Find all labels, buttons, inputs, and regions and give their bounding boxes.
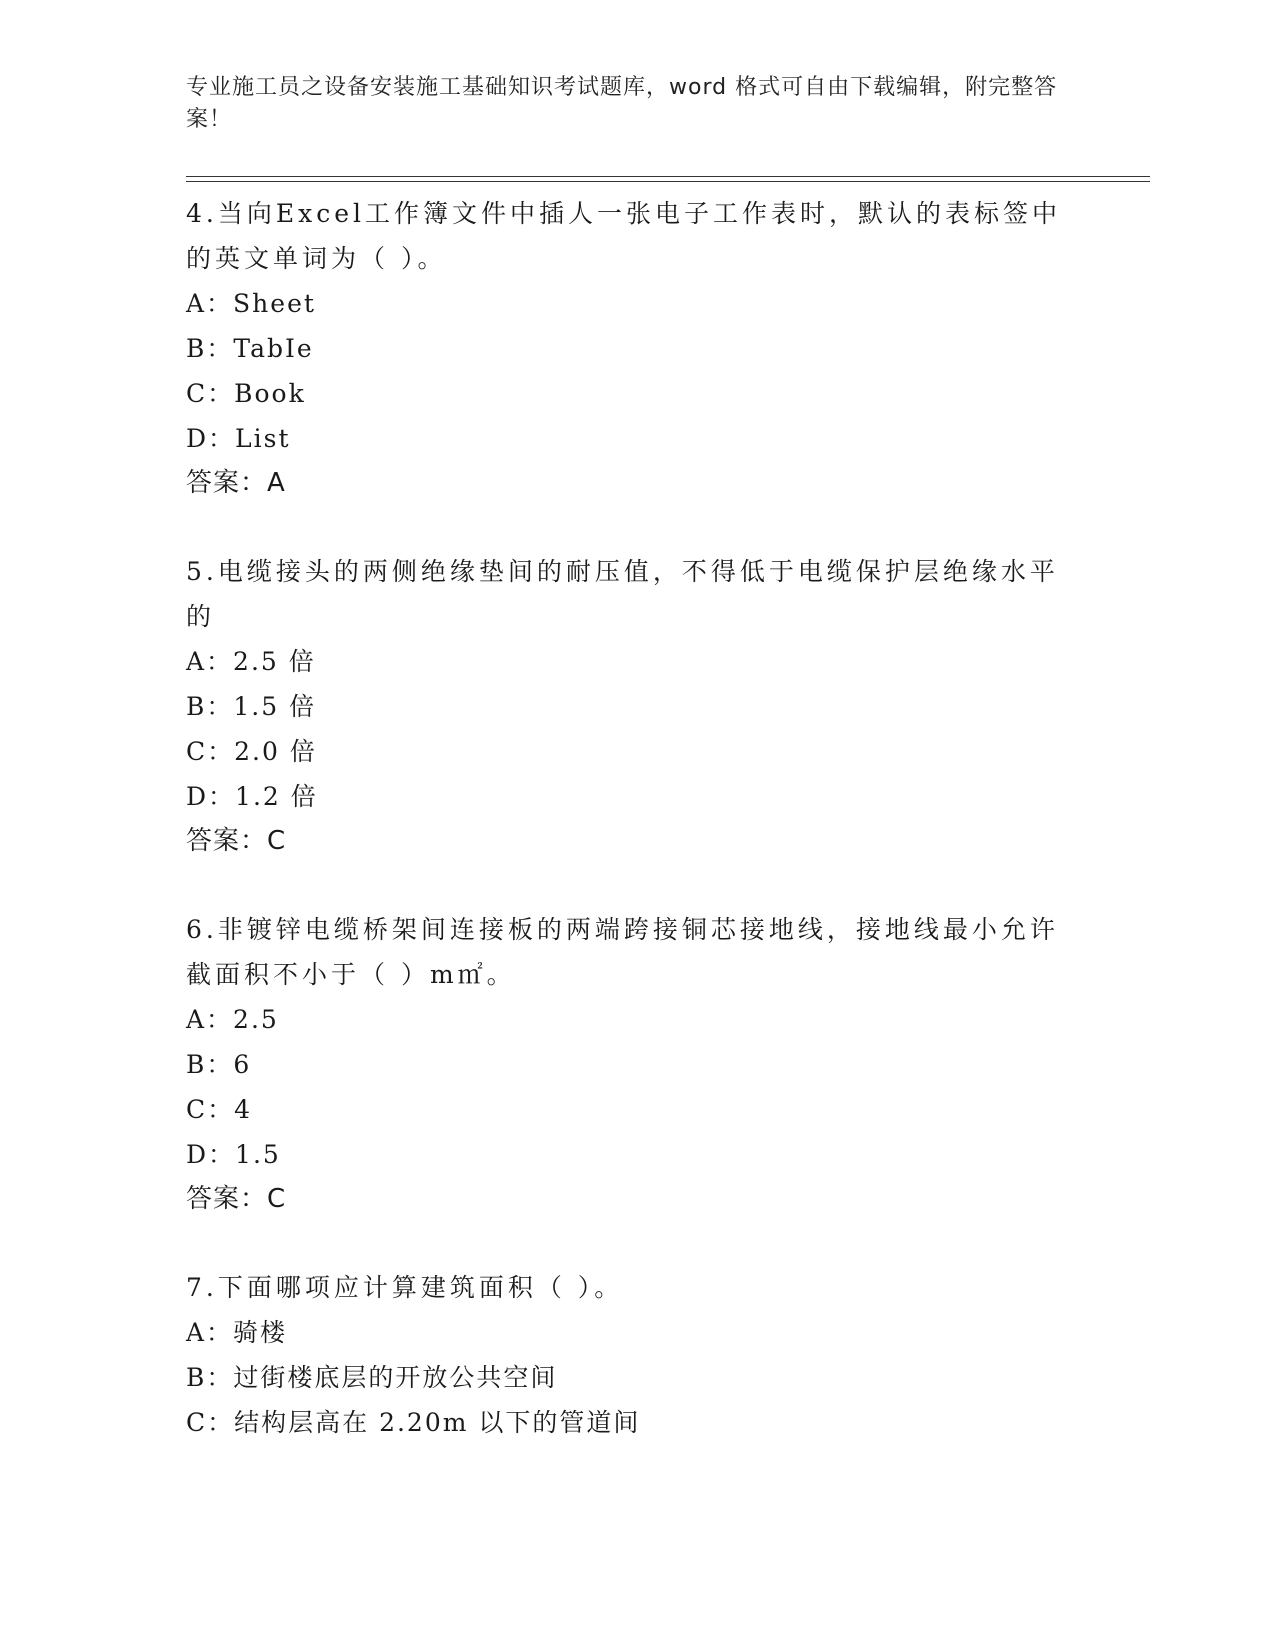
header-divider-bottom bbox=[186, 181, 1150, 182]
option-c: C：4 bbox=[186, 1095, 253, 1124]
option-a: A：Sheet bbox=[186, 289, 316, 318]
question-text: 4.当向Excel工作簿文件中插人一张电子工作表时，默认的表标签中的英文单词为（ ）。 bbox=[186, 199, 1061, 273]
header-divider-top bbox=[186, 176, 1150, 177]
question-text: 5.电缆接头的两侧绝缘垫间的耐压值，不得低于电缆保护层绝缘水平的 bbox=[186, 557, 1059, 631]
question-6 bbox=[186, 907, 1066, 1221]
question-5 bbox=[186, 549, 1066, 863]
document-header: 专业施工员之设备安装施工基础知识考试题库，word 格式可自由下载编辑，附完整答案！ bbox=[186, 75, 1058, 132]
option-b: B：1.5 倍 bbox=[186, 692, 317, 721]
question-list bbox=[186, 191, 1066, 1445]
option-d: D：1.5 bbox=[186, 1140, 281, 1169]
question-7 bbox=[186, 1265, 1066, 1445]
question-text: 6.非镀锌电缆桥架间连接板的两端跨接铜芯接地线，接地线最小允许截面积不小于（ ）m㎡。 bbox=[186, 915, 1059, 989]
option-c: C：结构层高在 2.20m 以下的管道间 bbox=[186, 1408, 641, 1437]
question-text: 7.下面哪项应计算建筑面积（ ）。 bbox=[186, 1273, 624, 1302]
option-c: C：2.0 倍 bbox=[186, 737, 317, 766]
option-d: D：List bbox=[186, 424, 291, 453]
option-a: A：2.5 倍 bbox=[186, 647, 316, 676]
answer-label: 答案：C bbox=[186, 1184, 287, 1214]
option-a: A：骑楼 bbox=[186, 1318, 288, 1347]
option-b: B：6 bbox=[186, 1050, 252, 1079]
option-c: C：Book bbox=[186, 379, 306, 408]
answer-label: 答案：A bbox=[186, 468, 286, 498]
option-d: D：1.2 倍 bbox=[186, 782, 318, 811]
question-4 bbox=[186, 191, 1066, 505]
option-a: A：2.5 bbox=[186, 1005, 279, 1034]
answer-label: 答案：C bbox=[186, 826, 287, 856]
option-b: B：TabIe bbox=[186, 334, 314, 363]
option-b: B：过街楼底层的开放公共空间 bbox=[186, 1363, 558, 1392]
